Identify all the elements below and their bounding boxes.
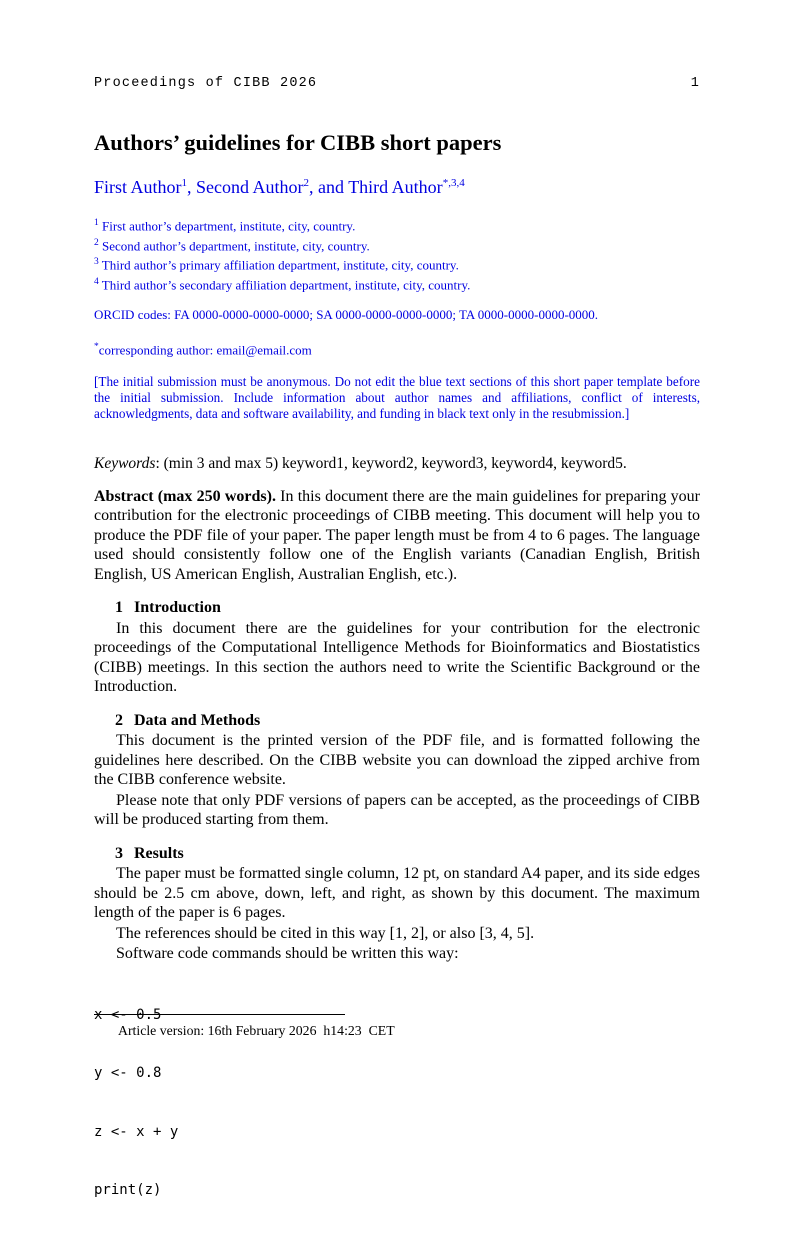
section-title-1: Introduction: [134, 599, 221, 617]
section-number-1: 1: [115, 599, 123, 617]
keywords-label: Keywords: [94, 454, 156, 472]
keywords-text: : (min 3 and max 5) keyword1, keyword2, keyword3, keyword4, keyword5.: [155, 454, 627, 472]
submission-note: [The initial submission must be anonymous. Do not edit the blue text sections of this short paper template before the initial submission. Include information about author names and affiliations, conflict of interests, acknowledgments, data and software availability, and funding in black text only in the resubmission.]: [94, 374, 700, 422]
orcid-line: ORCID codes: FA 0000-0000-0000-0000; SA 0000-0000-0000-0000; TA 0000-0000-0000-0000.: [94, 307, 599, 323]
code-line: y <- 0.8: [94, 1065, 162, 1082]
section-introduction: [94, 598, 700, 697]
section-paragraph: The paper must be formatted single column, 12 pt, on standard A4 paper, and its side edges should be 2.5 cm above, down, left, and right, as shown by this document. The maximum length of the paper is 6 pages.: [94, 865, 700, 922]
abstract-text: In this document there are the main guidelines for preparing your contribution for the electronic proceedings of CIBB meeting. This document will help you to produce the PDF file of your paper. The paper length must be from 4 to 6 pages. The language used should consistently follow one of the English variants (Canadian English, British English, US American English, Australian English, etc.).: [94, 487, 701, 583]
section-paragraph: This document is the printed version of the PDF file, and is formatted following the guidelines here described. On the CIBB website you can download the zipped archive from the CIBB conference website.: [94, 732, 700, 789]
code-block: [94, 967, 700, 1240]
section-heading-1: [94, 598, 700, 618]
section-paragraph: In this document there are the guidelines for your contribution for the electronic proceedings of the Computational Intelligence Methods for Bioinformatics and Biostatistics (CIBB) meetings. In this section the authors need to write the Scientific Background or the Introduction.: [94, 619, 700, 696]
running-head: Proceedings of CIBB 2026: [94, 76, 318, 91]
affiliation-marker-4: 4: [94, 276, 99, 287]
author-superscript-1: 1: [181, 177, 188, 189]
affiliations-block: [94, 215, 700, 293]
footnote-rule: [94, 1014, 345, 1015]
affiliation-text-1: First author’s department, institute, city, country.: [98, 218, 356, 234]
section-data-and-methods: [94, 711, 700, 830]
author-name-3: Third Author: [348, 177, 443, 197]
affiliation-text-3: Third author’s primary affiliation department, institute, city, country.: [98, 257, 459, 273]
code-line: x <- 0.5: [94, 1006, 162, 1023]
keywords-line: [94, 454, 700, 473]
code-line: print(z): [94, 1182, 162, 1199]
affiliation-line-2: [94, 235, 700, 255]
section-results: [94, 844, 700, 964]
article-version-text: Article version: 16th February 2026 h14:23 CET: [118, 1023, 395, 1038]
section-paragraph: The references should be cited in this way [1, 2], or also [3, 4, 5].: [116, 924, 535, 942]
section-paragraph: Software code commands should be written this way:: [116, 945, 459, 963]
author-superscript-2: 2: [303, 177, 310, 189]
affiliation-text-2: Second author’s department, institute, city, country.: [98, 237, 370, 253]
author-superscript-3: *,3,4: [442, 177, 465, 189]
abstract-paragraph: [94, 487, 700, 585]
authors-line: [94, 172, 700, 198]
author-name-1: First Author: [94, 177, 182, 197]
page-footer: [94, 1014, 700, 1039]
affiliation-text-4: Third author’s secondary affiliation department, institute, city, country.: [98, 276, 471, 292]
section-heading-3: [94, 844, 700, 864]
author-separator-2: , and: [309, 177, 349, 197]
section-paragraph: Please note that only PDF versions of papers can be accepted, as the proceedings of CIBB will be produced starting from them.: [94, 791, 700, 829]
section-title-3: Results: [134, 844, 184, 862]
affiliation-marker-2: 2: [94, 237, 99, 248]
corresponding-author-line: [94, 339, 700, 358]
abstract-label: Abstract (max 250 words).: [94, 487, 276, 505]
paper-title: Authors’ guidelines for CIBB short papers: [94, 130, 502, 155]
affiliation-marker-1: 1: [94, 218, 99, 228]
author-separator-1: ,: [187, 177, 197, 197]
corresponding-text: corresponding author: email@email.com: [98, 342, 312, 358]
section-heading-2: [94, 711, 700, 731]
affiliation-marker-3: 3: [94, 257, 99, 268]
section-number-3: 3: [115, 844, 123, 862]
section-title-2: Data and Methods: [134, 711, 261, 729]
affiliation-line-1: [94, 215, 700, 235]
code-line: z <- x + y: [94, 1123, 179, 1140]
author-name-2: Second Author: [196, 177, 304, 197]
corresponding-marker: *: [94, 342, 99, 353]
page-header: [94, 75, 700, 92]
affiliation-line-4: [94, 274, 700, 294]
page-number: 1: [690, 76, 700, 91]
section-number-2: 2: [115, 711, 123, 729]
affiliation-line-3: [94, 254, 700, 274]
